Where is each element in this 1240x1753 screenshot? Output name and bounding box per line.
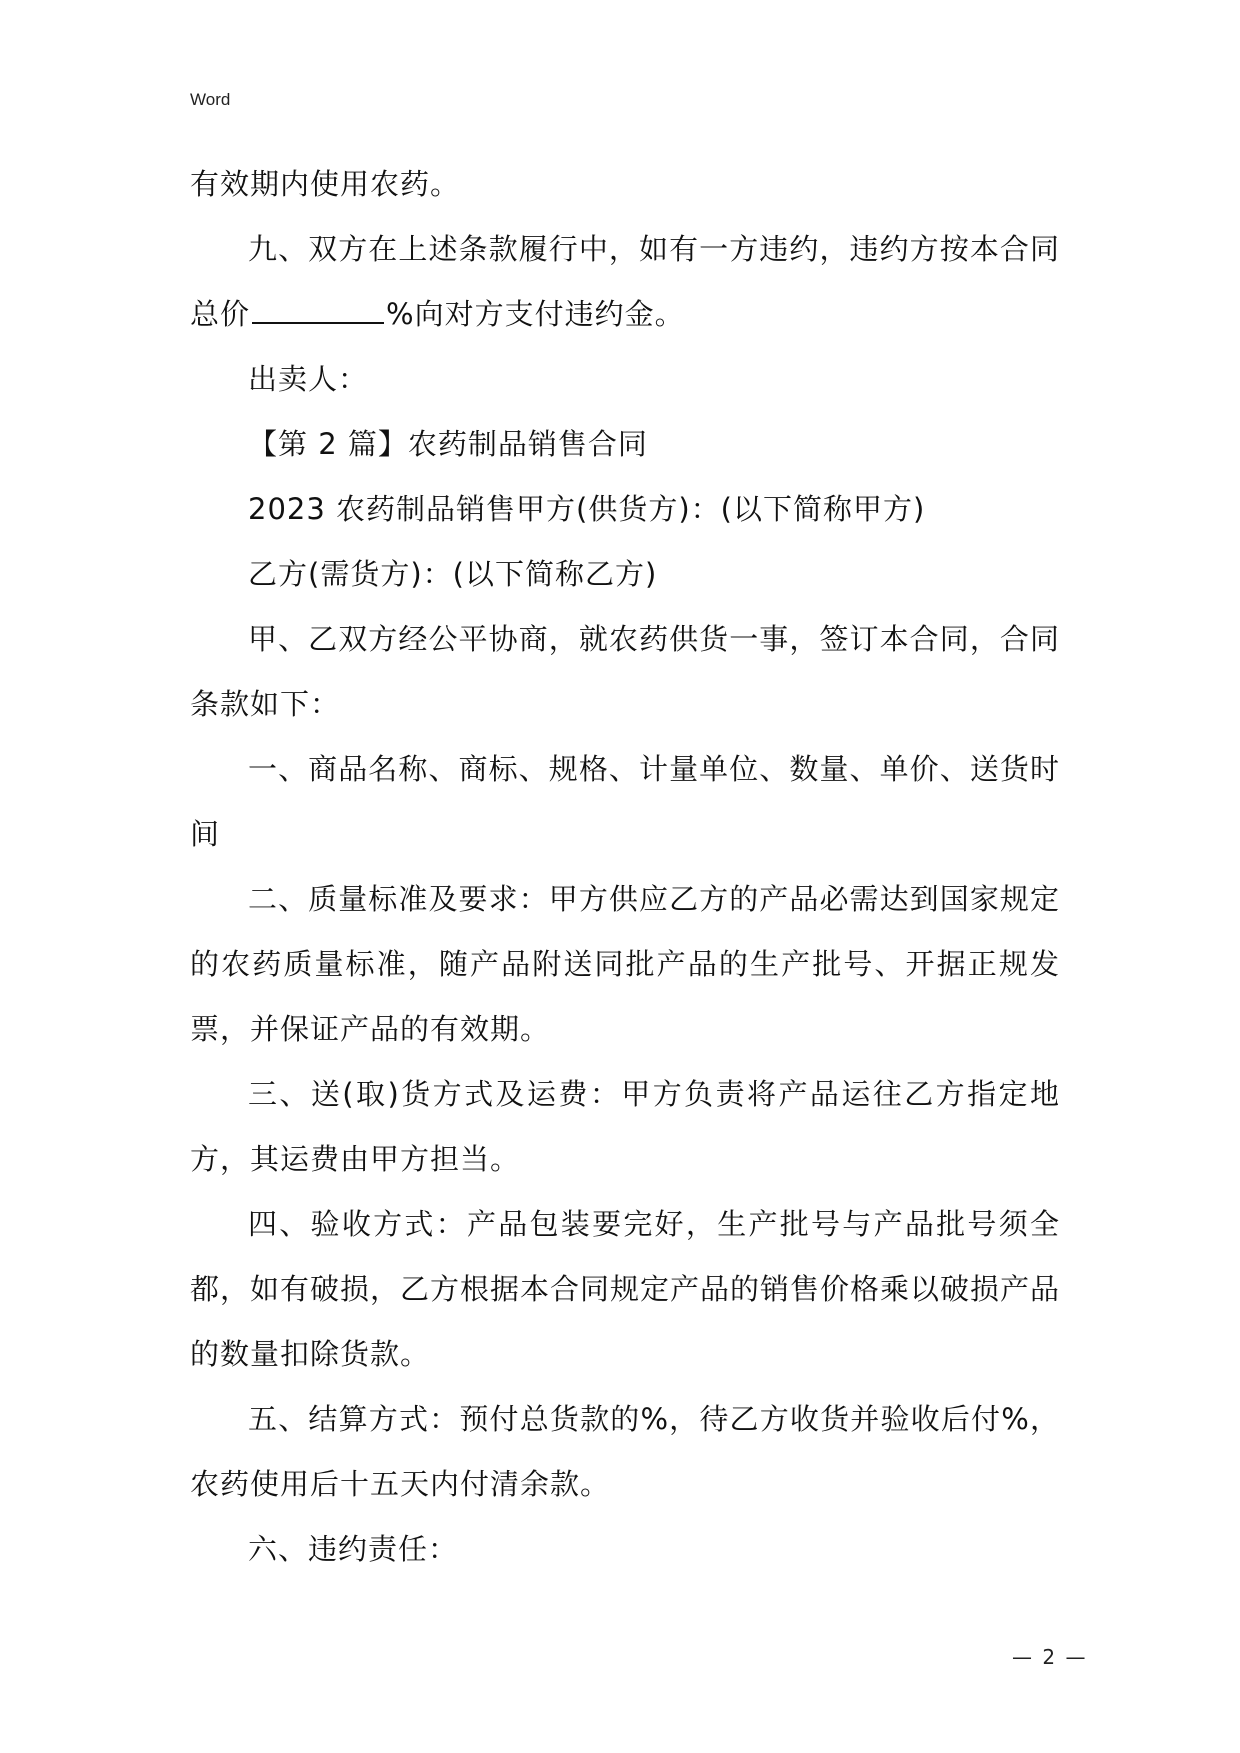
paragraph-party-a: 2023 农药制品销售甲方(供货方)：(以下简称甲方) — [248, 492, 926, 526]
paragraph-clause-3: 三、送(取)货方式及运费：甲方负责将产品运往乙方指定地方，其运费由甲方担当。 — [190, 1077, 1060, 1176]
page-number: — 2 — — [1012, 1645, 1088, 1669]
document-body — [190, 152, 1060, 1582]
document-header-label: Word — [190, 90, 231, 109]
clause-9-text-after: %向对方支付违约金。 — [386, 297, 685, 331]
paragraph-continuation: 有效期内使用农药。 — [190, 167, 461, 201]
paragraph-clause-4: 四、验收方式：产品包装要完好，生产批号与产品批号须全都，如有破损，乙方根据本合同规定产品的销售价格乘以破损产品的数量扣除货款。 — [190, 1207, 1061, 1371]
paragraph-party-b: 乙方(需货方)：(以下简称乙方) — [248, 557, 658, 591]
paragraph-seller: 出卖人： — [248, 362, 369, 396]
paragraph-clause-5: 五、结算方式：预付总货款的%，待乙方收货并验收后付%，农药使用后十五天内付清余款。 — [190, 1402, 1060, 1501]
clause-9-text-before: 九、双方在上述条款履行中，如有一方违约，违约方按本合同总价 — [190, 232, 1060, 331]
paragraph-clause-1: 一、商品名称、商标、规格、计量单位、数量、单价、送货时间 — [190, 752, 1060, 851]
paragraph-preamble: 甲、乙双方经公平协商，就农药供货一事，签订本合同，合同条款如下： — [190, 622, 1060, 721]
paragraph-clause-2: 二、质量标准及要求：甲方供应乙方的产品必需达到国家规定的农药质量标准，随产品附送同批产品的生产批号、开据正规发票，并保证产品的有效期。 — [190, 882, 1060, 1046]
paragraph-clause-6: 六、违约责任： — [248, 1532, 459, 1566]
percentage-blank-field — [252, 292, 384, 324]
section-title: 【第 2 篇】农药制品销售合同 — [248, 427, 648, 461]
paragraph-clause-9 — [190, 217, 1060, 347]
